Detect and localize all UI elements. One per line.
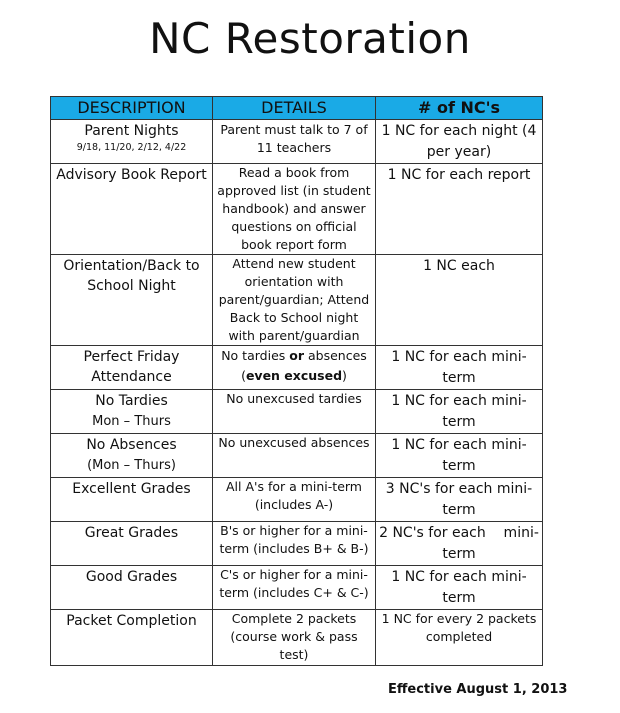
- table-row: [51, 120, 543, 164]
- row-ncs: 1 NC for each mini-term: [376, 566, 543, 610]
- row-details: B's or higher for a mini-term (includes B+ & B-): [213, 522, 376, 566]
- description-days: (Mon – Thurs): [87, 458, 176, 473]
- row-ncs: 1 NC for each mini-term: [376, 390, 543, 434]
- row-description: Good Grades: [51, 566, 213, 610]
- description-dates: 9/18, 11/20, 2/12, 4/22: [76, 142, 187, 153]
- table-row: [51, 434, 543, 478]
- description-text: No Tardies: [95, 393, 168, 409]
- row-details: No unexcused tardies: [213, 390, 376, 434]
- table-row: [51, 390, 543, 434]
- details-emphasis: or: [289, 348, 305, 363]
- row-ncs: 1 NC for each mini-term: [376, 434, 543, 478]
- row-details: Complete 2 packets (course work & pass test): [213, 610, 376, 666]
- table-row: [51, 610, 543, 666]
- page-title: NC Restoration: [149, 14, 471, 63]
- row-description: Advisory Book Report: [51, 164, 213, 255]
- row-description: Perfect Friday Attendance: [51, 346, 213, 390]
- row-ncs: 1 NC each: [376, 255, 543, 346]
- details-text: No tardies: [221, 348, 290, 363]
- details-emphasis: even excused: [245, 368, 343, 383]
- table-row: [51, 346, 543, 390]
- row-details: Parent must talk to 7 of 11 teachers: [213, 120, 376, 164]
- row-description: [51, 390, 213, 434]
- row-ncs: 3 NC's for each mini-term: [376, 478, 543, 522]
- description-days: Mon – Thurs: [92, 414, 171, 429]
- row-description: Great Grades: [51, 522, 213, 566]
- table-row: [51, 164, 543, 255]
- table-header-row: [51, 97, 543, 120]
- table-row: [51, 522, 543, 566]
- row-details: C's or higher for a mini-term (includes C+ & C-): [213, 566, 376, 610]
- row-details: [213, 346, 376, 390]
- details-text: ): [342, 368, 347, 383]
- row-ncs: 1 NC for each mini-term: [376, 346, 543, 390]
- row-details: Attend new student orientation with parent/guardian; Attend Back to School night with parent/guardian: [213, 255, 376, 346]
- row-description: [51, 434, 213, 478]
- details-text: absences (: [241, 348, 367, 383]
- row-description: [51, 120, 213, 164]
- row-details: Read a book from approved list (in student handbook) and answer questions on official book report form: [213, 164, 376, 255]
- nc-restoration-table: [50, 96, 543, 666]
- header-details: DETAILS: [213, 97, 376, 120]
- description-text: Parent Nights: [84, 123, 179, 139]
- row-ncs: 1 NC for every 2 packets completed: [376, 610, 543, 666]
- row-description: Orientation/Back to School Night: [51, 255, 213, 346]
- row-description: Excellent Grades: [51, 478, 213, 522]
- description-text: No Absences: [86, 437, 177, 453]
- table-row: [51, 255, 543, 346]
- row-description: Packet Completion: [51, 610, 213, 666]
- effective-date: Effective August 1, 2013: [388, 682, 568, 697]
- row-ncs: 2 NC's for each mini-term: [376, 522, 543, 566]
- header-description: DESCRIPTION: [51, 97, 213, 120]
- row-ncs: 1 NC for each report: [376, 164, 543, 255]
- row-ncs: 1 NC for each night (4 per year): [376, 120, 543, 164]
- table-row: [51, 566, 543, 610]
- row-details: All A's for a mini-term (includes A-): [213, 478, 376, 522]
- header-ncs: # of NC's: [376, 97, 543, 120]
- table-row: [51, 478, 543, 522]
- row-details: No unexcused absences: [213, 434, 376, 478]
